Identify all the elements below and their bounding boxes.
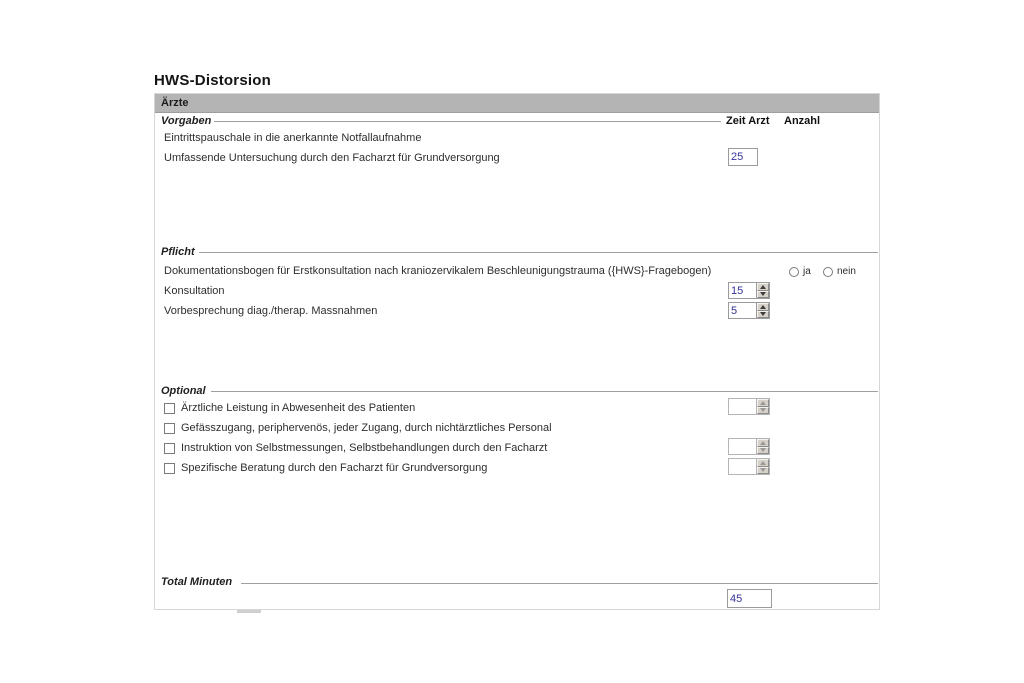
checkbox-instruktion[interactable] <box>164 443 175 454</box>
zeit-arzt-input-umfassende-untersuchung[interactable] <box>728 148 758 166</box>
spin-up-button[interactable] <box>757 399 769 407</box>
zeit-arzt-spinner-spezifische-beratung <box>728 458 770 475</box>
zeit-arzt-input-aerztliche-leistung[interactable] <box>728 398 756 415</box>
radio-ja-label: ja <box>803 266 811 277</box>
total-minuten-section-label: Total Minuten <box>161 576 235 588</box>
pflicht-row-dokumentationsbogen: Dokumentationsbogen für Erstkonsultation nach kraniozervikalem Beschleunigungstrauma ({HWS}-Fragebogen) <box>164 265 712 277</box>
column-header-zeit-arzt: Zeit Arzt <box>726 115 770 127</box>
total-minuten-divider <box>241 583 878 584</box>
arrow-down-icon <box>760 292 766 296</box>
zeit-arzt-input-instruktion[interactable] <box>728 438 756 455</box>
radio-nein-label: nein <box>837 266 856 277</box>
vorgaben-divider <box>213 121 721 122</box>
optional-section-label: Optional <box>161 385 209 397</box>
page-title: HWS-Distorsion <box>154 72 271 89</box>
scrollbar-fragment <box>237 610 261 613</box>
spin-down-button[interactable] <box>757 407 769 415</box>
arrow-up-icon <box>760 461 766 465</box>
vorgaben-row-umfassende-untersuchung: Umfassende Untersuchung durch den Facharzt für Grundversorgung <box>164 152 500 164</box>
checkbox-gefaesszugang[interactable] <box>164 423 175 434</box>
pflicht-divider <box>199 252 878 253</box>
spin-buttons <box>756 438 770 455</box>
optional-row-gefaesszugang: Gefässzugang, periphervenös, jeder Zugang, durch nichtärztliches Personal <box>181 422 552 434</box>
spin-buttons <box>756 282 770 299</box>
radio-nein[interactable] <box>823 267 833 277</box>
aerzte-panel <box>154 93 880 610</box>
spin-down-button[interactable] <box>757 447 769 455</box>
spin-down-button[interactable] <box>757 467 769 475</box>
zeit-arzt-input-vorbesprechung[interactable] <box>728 302 756 319</box>
zeit-arzt-input-konsultation[interactable] <box>728 282 756 299</box>
zeit-arzt-input-spezifische-beratung[interactable] <box>728 458 756 475</box>
spin-down-button[interactable] <box>757 311 769 319</box>
radio-ja[interactable] <box>789 267 799 277</box>
arrow-down-icon <box>760 448 766 452</box>
optional-row-instruktion: Instruktion von Selbstmessungen, Selbstbehandlungen durch den Facharzt <box>181 442 548 454</box>
optional-row-aerztliche-leistung: Ärztliche Leistung in Abwesenheit des Patienten <box>181 402 416 414</box>
arrow-up-icon <box>760 305 766 309</box>
spin-up-button[interactable] <box>757 459 769 467</box>
checkbox-aerztliche-leistung[interactable] <box>164 403 175 414</box>
vorgaben-section-label: Vorgaben <box>161 115 214 127</box>
pflicht-row-vorbesprechung: Vorbesprechung diag./therap. Massnahmen <box>164 305 378 317</box>
vorgaben-row-eintrittspauschale: Eintrittspauschale in die anerkannte Notfallaufnahme <box>164 132 422 144</box>
zeit-arzt-spinner-aerztliche-leistung <box>728 398 770 415</box>
panel-header-aerzte: Ärzte <box>155 94 879 113</box>
zeit-arzt-spinner-instruktion <box>728 438 770 455</box>
spin-up-button[interactable] <box>757 303 769 311</box>
total-minuten-input[interactable] <box>727 589 772 608</box>
zeit-arzt-spinner-vorbesprechung <box>728 302 770 319</box>
arrow-down-icon <box>760 408 766 412</box>
spin-up-button[interactable] <box>757 283 769 291</box>
spin-buttons <box>756 458 770 475</box>
arrow-up-icon <box>760 285 766 289</box>
spin-buttons <box>756 302 770 319</box>
checkbox-spezifische-beratung[interactable] <box>164 463 175 474</box>
spin-up-button[interactable] <box>757 439 769 447</box>
pflicht-section-label: Pflicht <box>161 246 198 258</box>
column-header-anzahl: Anzahl <box>784 115 821 127</box>
arrow-up-icon <box>760 441 766 445</box>
spin-buttons <box>756 398 770 415</box>
spin-down-button[interactable] <box>757 291 769 299</box>
pflicht-row-konsultation: Konsultation <box>164 285 225 297</box>
arrow-down-icon <box>760 312 766 316</box>
optional-divider <box>211 391 878 392</box>
arrow-down-icon <box>760 468 766 472</box>
arrow-up-icon <box>760 401 766 405</box>
optional-row-spezifische-beratung: Spezifische Beratung durch den Facharzt für Grundversorgung <box>181 462 488 474</box>
zeit-arzt-spinner-konsultation <box>728 282 770 299</box>
